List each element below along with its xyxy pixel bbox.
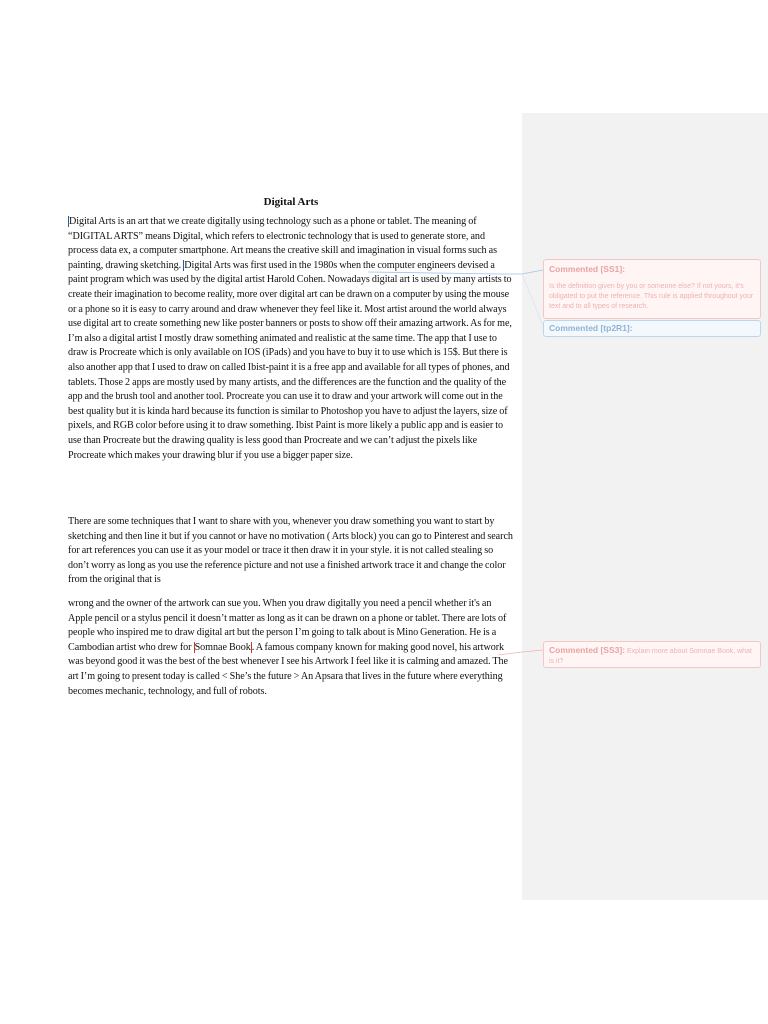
comment-ss3[interactable] (543, 641, 761, 668)
paragraph-3-part-a: wrong and the owner of the artwork can sue you. When you draw digitally you need a pencil whether it's an Apple pencil or a stylus pencil it doesn’t matter as long as it can be drawn on a phone or tablet. There are lots of people who inspired me to draw digital art but the person I’m going to talk about is Mino Generation. He is a Cambodian artist who drew for (68, 598, 507, 653)
comment-ss1[interactable] (543, 259, 761, 319)
connector-ss1-diag (522, 274, 543, 326)
comment-ss3-head: Commented [SS3]: (549, 645, 626, 655)
connector-ss3 (498, 650, 543, 655)
document-title[interactable]: Digital Arts (263, 196, 319, 208)
paragraph-2[interactable]: There are some techniques that I want to share with you, whenever you draw something you want to start by sketching and then line it but if you cannot or have no motivation ( Arts block) you can go to Pinterest and search for art references you can use it as your model or trace it then draw it in your style. it is not called stealing so don’t worry as long as you use the reference picture and not use a finished artwork trace it and change the color from the original that is (68, 516, 513, 586)
comment-ss3-body: Explain more about Somnae Book, what is it? (549, 648, 752, 665)
paragraph-1-part-b: Digital Arts was first used in the 1980s when the computer engineers devised a paint program which was used by the digital artist Harold Cohen. Nowadays digital art is used by many artists to create their imagination to become reality, more over digital art can be drawn on a computer by using the mouse or a phone so it is easy to carry around and draw whenever they feel like it. Most artist around the world always use digital art to create something new like poster banners or posts to show off their amazing artwork. As for me, I’m also a digital artist I mostly draw something animated and realistic at the same time. The app that I use to draw is Procreate which is only available on IOS (iPads) and you have to buy it to use which is 15$. But there is also another app that I used to draw on called Ibist-paint it is a free app and available for all types of phones, and tablets. Those 2 apps are mostly used by many artists, and the differences are the function and the quality of the app and the brush tool and another tool. Procreate you can use it to draw and your artwork will come out in the best quality but it is kinda hard because its function is similar to Photoshop you have to adjust the layers, size of pixels, and RGB color before using it to draw something. Ibist Paint is more likely a public app and is easier to use than Procreate but the drawing quality is less good than Procreate and we can’t adjust the pixels like Procreate which makes your drawing blur if you use a bigger paper size. (68, 259, 512, 461)
comment-tp2r1-head: Commented [tp2R1]: (549, 323, 633, 333)
comment-ss1-body: Is the definition given by you or someone else? If not yours, it's obligated to put the reference. This rule is applied throughout your text and to all types of research. (549, 283, 754, 310)
comment-tp2r1[interactable] (543, 320, 761, 337)
comment-anchor-ss3[interactable]: Somnae Book (194, 641, 251, 653)
connector-ss1 (368, 270, 543, 274)
paragraph-1-part-a: Digital Arts is an art that we create digitally using technology such as a phone or tablet. The meaning of “DIGITAL ARTS” means Digital, which refers to electronic technology that is used to generate store, and process data ex, a computer smartphone. Art means the creative skill and imagination in visual forms such as painting, drawing sketching. (68, 216, 497, 271)
paragraph-3-part-b: . A famous company known for making good novel, his artwork was beyond good it was the best of the best whenever I see his Artwork I feel like it is calming and amazed. The art I’m going to present today is called < She’s the future > An Apsara that lives in the future where everything becomes mechanic, technology, and full of robots. (68, 641, 508, 697)
comment-ss1-head: Commented [SS1]: (549, 264, 626, 274)
